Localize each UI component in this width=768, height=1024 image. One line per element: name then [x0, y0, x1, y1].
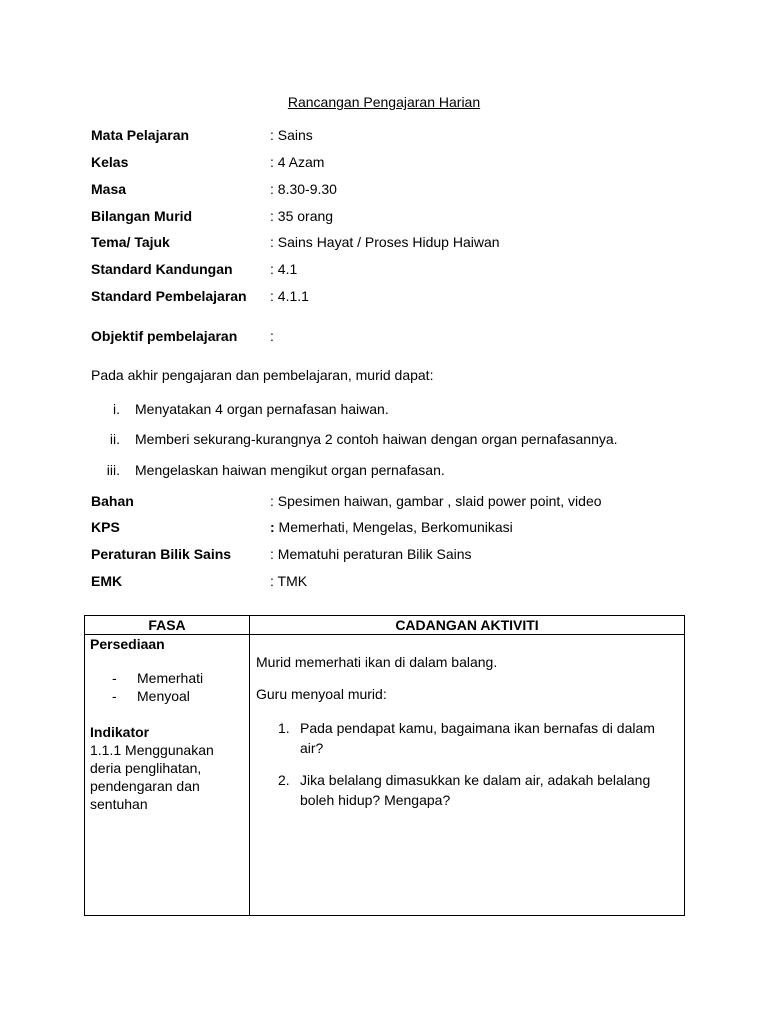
field-label: Standard Kandungan: [91, 261, 233, 277]
phase-skill-item: - Memerhati: [112, 670, 204, 686]
field-value: : 35 orang: [270, 208, 334, 224]
field-value-text: Memerhati, Mengelas, Berkomunikasi: [274, 519, 513, 535]
header-cadangan-aktiviti: CADANGAN AKTIVITI: [395, 617, 539, 633]
objective-number: i.: [113, 401, 120, 417]
question-item: [256, 770, 676, 810]
activity-line: Guru menyoal murid:: [256, 686, 387, 702]
field-label: Standard Pembelajaran: [91, 288, 247, 304]
question-number: 1.: [278, 720, 290, 736]
field-label: Masa: [91, 181, 127, 197]
objectives-intro: Pada akhir pengajaran dan pembelajaran, murid dapat:: [91, 367, 434, 383]
header-fasa: FASA: [148, 617, 186, 633]
objective-number: ii.: [109, 431, 120, 447]
phase-skill-text: Menyoal: [137, 688, 190, 704]
field-value: : Sains Hayat / Proses Hidup Haiwan: [270, 234, 500, 250]
column-divider: [249, 616, 250, 915]
activity-cell: [256, 653, 676, 822]
indicator-title: Indikator: [90, 724, 150, 740]
phase-name: Persediaan: [90, 636, 165, 652]
field-value: : 4.1: [270, 261, 298, 277]
question-text: Jika belalang dimasukkan ke dalam air, adakah belalang boleh hidup? Mengapa?: [300, 772, 651, 808]
field-value: : 4 Azam: [270, 154, 325, 170]
field-value: [270, 518, 513, 536]
page-title: Rancangan Pengajaran Harian: [287, 94, 481, 110]
activity-line: Murid memerhati ikan di dalam balang.: [256, 654, 498, 670]
phase-skill-list: [90, 669, 240, 705]
phase-skill-item: - Menyoal: [112, 688, 190, 704]
field-colon: :: [270, 519, 275, 535]
field-value: : Sains: [270, 127, 313, 143]
field-label: Kelas: [91, 154, 129, 170]
field-value: : Mematuhi peraturan Bilik Sains: [270, 546, 472, 562]
field-value: : 8.30-9.30: [270, 181, 337, 197]
phase-cell: [90, 635, 240, 813]
question-text: Pada pendapat kamu, bagaimana ikan bernafas di dalam air?: [300, 720, 655, 756]
objective-text: Mengelaskan haiwan mengikut organ pernafasan.: [135, 462, 445, 478]
field-label: Objektif pembelajaran: [91, 328, 238, 344]
field-value: : 4.1.1: [270, 288, 309, 304]
question-item: [256, 718, 676, 758]
field-label: Peraturan Bilik Sains: [91, 546, 232, 562]
question-list: [256, 718, 676, 810]
field-value: :: [270, 328, 274, 344]
objective-text: Memberi sekurang-kurangnya 2 contoh haiwan dengan organ pernafasannya.: [135, 431, 618, 447]
field-value: : TMK: [270, 573, 308, 589]
objective-number: iii.: [106, 462, 120, 478]
field-label: Bahan: [91, 493, 134, 509]
activity-table: [84, 615, 685, 916]
phase-skill-text: Memerhati: [137, 670, 204, 686]
field-label: KPS: [91, 519, 120, 535]
objective-text: Menyatakan 4 organ pernafasan haiwan.: [135, 401, 389, 417]
field-label: Bilangan Murid: [91, 208, 193, 224]
field-label: Tema/ Tajuk: [91, 234, 170, 250]
question-number: 2.: [278, 772, 290, 788]
field-label: Mata Pelajaran: [91, 127, 190, 143]
field-label: EMK: [91, 573, 123, 589]
indicator-text: 1.1.1 Menggunakan deria penglihatan, pendengaran dan sentuhan: [90, 742, 214, 812]
field-value: : Spesimen haiwan, gambar , slaid power point, video: [270, 493, 602, 509]
